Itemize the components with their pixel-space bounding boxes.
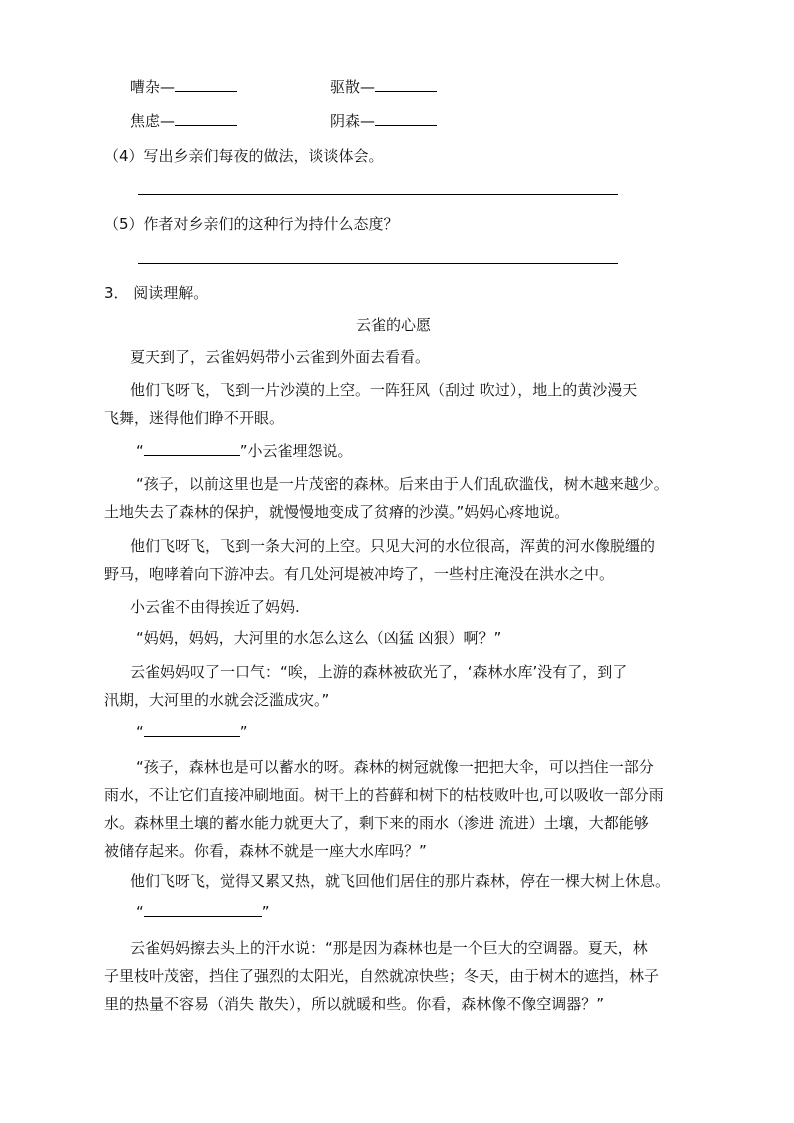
- paragraph-line: 子里枝叶茂密，挡住了强烈的太阳光，自然就凉快些；冬天，由于树木的遮挡，林子: [104, 967, 660, 985]
- open-quote: “: [136, 903, 144, 921]
- answer-blank[interactable]: [175, 77, 237, 92]
- paragraph-line: 云雀妈妈叹了一口气：“唉，上游的森林被砍光了，‘森林水库’没有了，到了: [130, 663, 628, 681]
- paragraph-line: 野马，咆哮着向下游冲去。有几处河堤被冲垮了，一些村庄淹没在洪水之中。: [104, 565, 615, 583]
- paragraph-line: 土地失去了森林的保护，就慢慢地变成了贫瘠的沙漠。”妈妈心疼地说。: [104, 503, 570, 521]
- vocab-word: 嘈杂—: [130, 78, 176, 96]
- answer-line-q4[interactable]: [138, 194, 618, 195]
- paragraph-6: 小云雀不由得挨近了妈妈.: [130, 598, 300, 616]
- paragraph-line: 被储存起来。你看，森林不就是一座大水库吗？”: [104, 842, 427, 860]
- close-quote: ”: [239, 723, 248, 741]
- paragraph-line: 他们飞呀飞，飞到一条大河的上空。只见大河的水位很高，浑黄的河水像脱缰的: [130, 537, 656, 555]
- paragraph-2: [104, 376, 700, 432]
- paragraph-line: 雨水，不让它们直接冲刷地面。树干上的苔藓和树下的枯枝败叶也,可以吸收一部分雨: [104, 786, 664, 804]
- section-heading: 3． 阅读理解。: [104, 284, 209, 302]
- quote-tail: ”小云雀埋怨说。: [239, 442, 353, 460]
- paragraph-13: [104, 934, 700, 1018]
- close-quote: ”: [261, 903, 270, 921]
- paragraph-5: [104, 532, 700, 588]
- paragraph-line: “孩子，森林也是可以蓄水的呀。森林的树冠就像一把把大伞，可以挡住一部分: [136, 758, 654, 776]
- paragraph-12: [136, 902, 270, 921]
- paragraph-3: [136, 440, 353, 461]
- open-quote: “: [136, 442, 144, 460]
- answer-blank[interactable]: [144, 441, 240, 456]
- paragraph-line: 他们飞呀飞，飞到一片沙漠的上空。一阵狂风（刮过 吹过），地上的黄沙漫天: [130, 381, 638, 399]
- passage-title: 云雀的心愿: [356, 316, 432, 334]
- answer-line-q5[interactable]: [138, 263, 618, 264]
- paragraph-1: 夏天到了，云雀妈妈带小云雀到外面去看看。: [130, 348, 431, 366]
- paragraph-10: [104, 753, 706, 865]
- vocab-item-2: [330, 76, 437, 97]
- question-4: （4）写出乡亲们每夜的做法，谈谈体会。: [104, 147, 384, 165]
- paragraph-9: [136, 722, 248, 741]
- answer-blank[interactable]: [144, 722, 240, 737]
- answer-blank[interactable]: [375, 77, 437, 92]
- answer-blank[interactable]: [175, 111, 237, 126]
- vocab-item-1: [130, 76, 237, 97]
- question-5: （5）作者对乡亲们的这种行为持什么态度？: [104, 215, 399, 233]
- answer-blank[interactable]: [144, 902, 262, 917]
- paragraph-4: [104, 470, 706, 526]
- vocab-word: 驱散—: [330, 78, 376, 96]
- paragraph-line: 飞舞，迷得他们睁不开眼。: [104, 409, 285, 427]
- vocab-item-3: [130, 110, 237, 131]
- open-quote: “: [136, 723, 144, 741]
- paragraph-8: [104, 658, 700, 714]
- vocab-word: 焦虑—: [130, 112, 176, 130]
- paragraph-11: 他们飞呀飞，觉得又累又热，就飞回他们居住的那片森林，停在一棵大树上休息。: [130, 872, 671, 890]
- paragraph-line: 水。森林里土壤的蓄水能力就更大了，剩下来的雨水（渗进 流进）土壤，大都能够: [104, 814, 649, 832]
- paragraph-7: “妈妈，妈妈，大河里的水怎么这么（凶猛 凶狠）啊？”: [136, 629, 502, 647]
- paragraph-line: 云雀妈妈擦去头上的汗水说：“那是因为森林也是一个巨大的空调器。夏天，林: [130, 939, 648, 957]
- vocab-item-4: [330, 110, 437, 131]
- paragraph-line: 汛期，大河里的水就会泛滥成灾。”: [104, 691, 330, 709]
- answer-blank[interactable]: [375, 111, 437, 126]
- vocab-word: 阴森—: [330, 112, 376, 130]
- paragraph-line: 里的热量不容易（消失 散失），所以就暖和些。你看，森林像不像空调器？”: [104, 995, 605, 1013]
- paragraph-line: “孩子，以前这里也是一片茂密的森林。后来由于人们乱砍滥伐，树木越来越少。: [136, 475, 669, 493]
